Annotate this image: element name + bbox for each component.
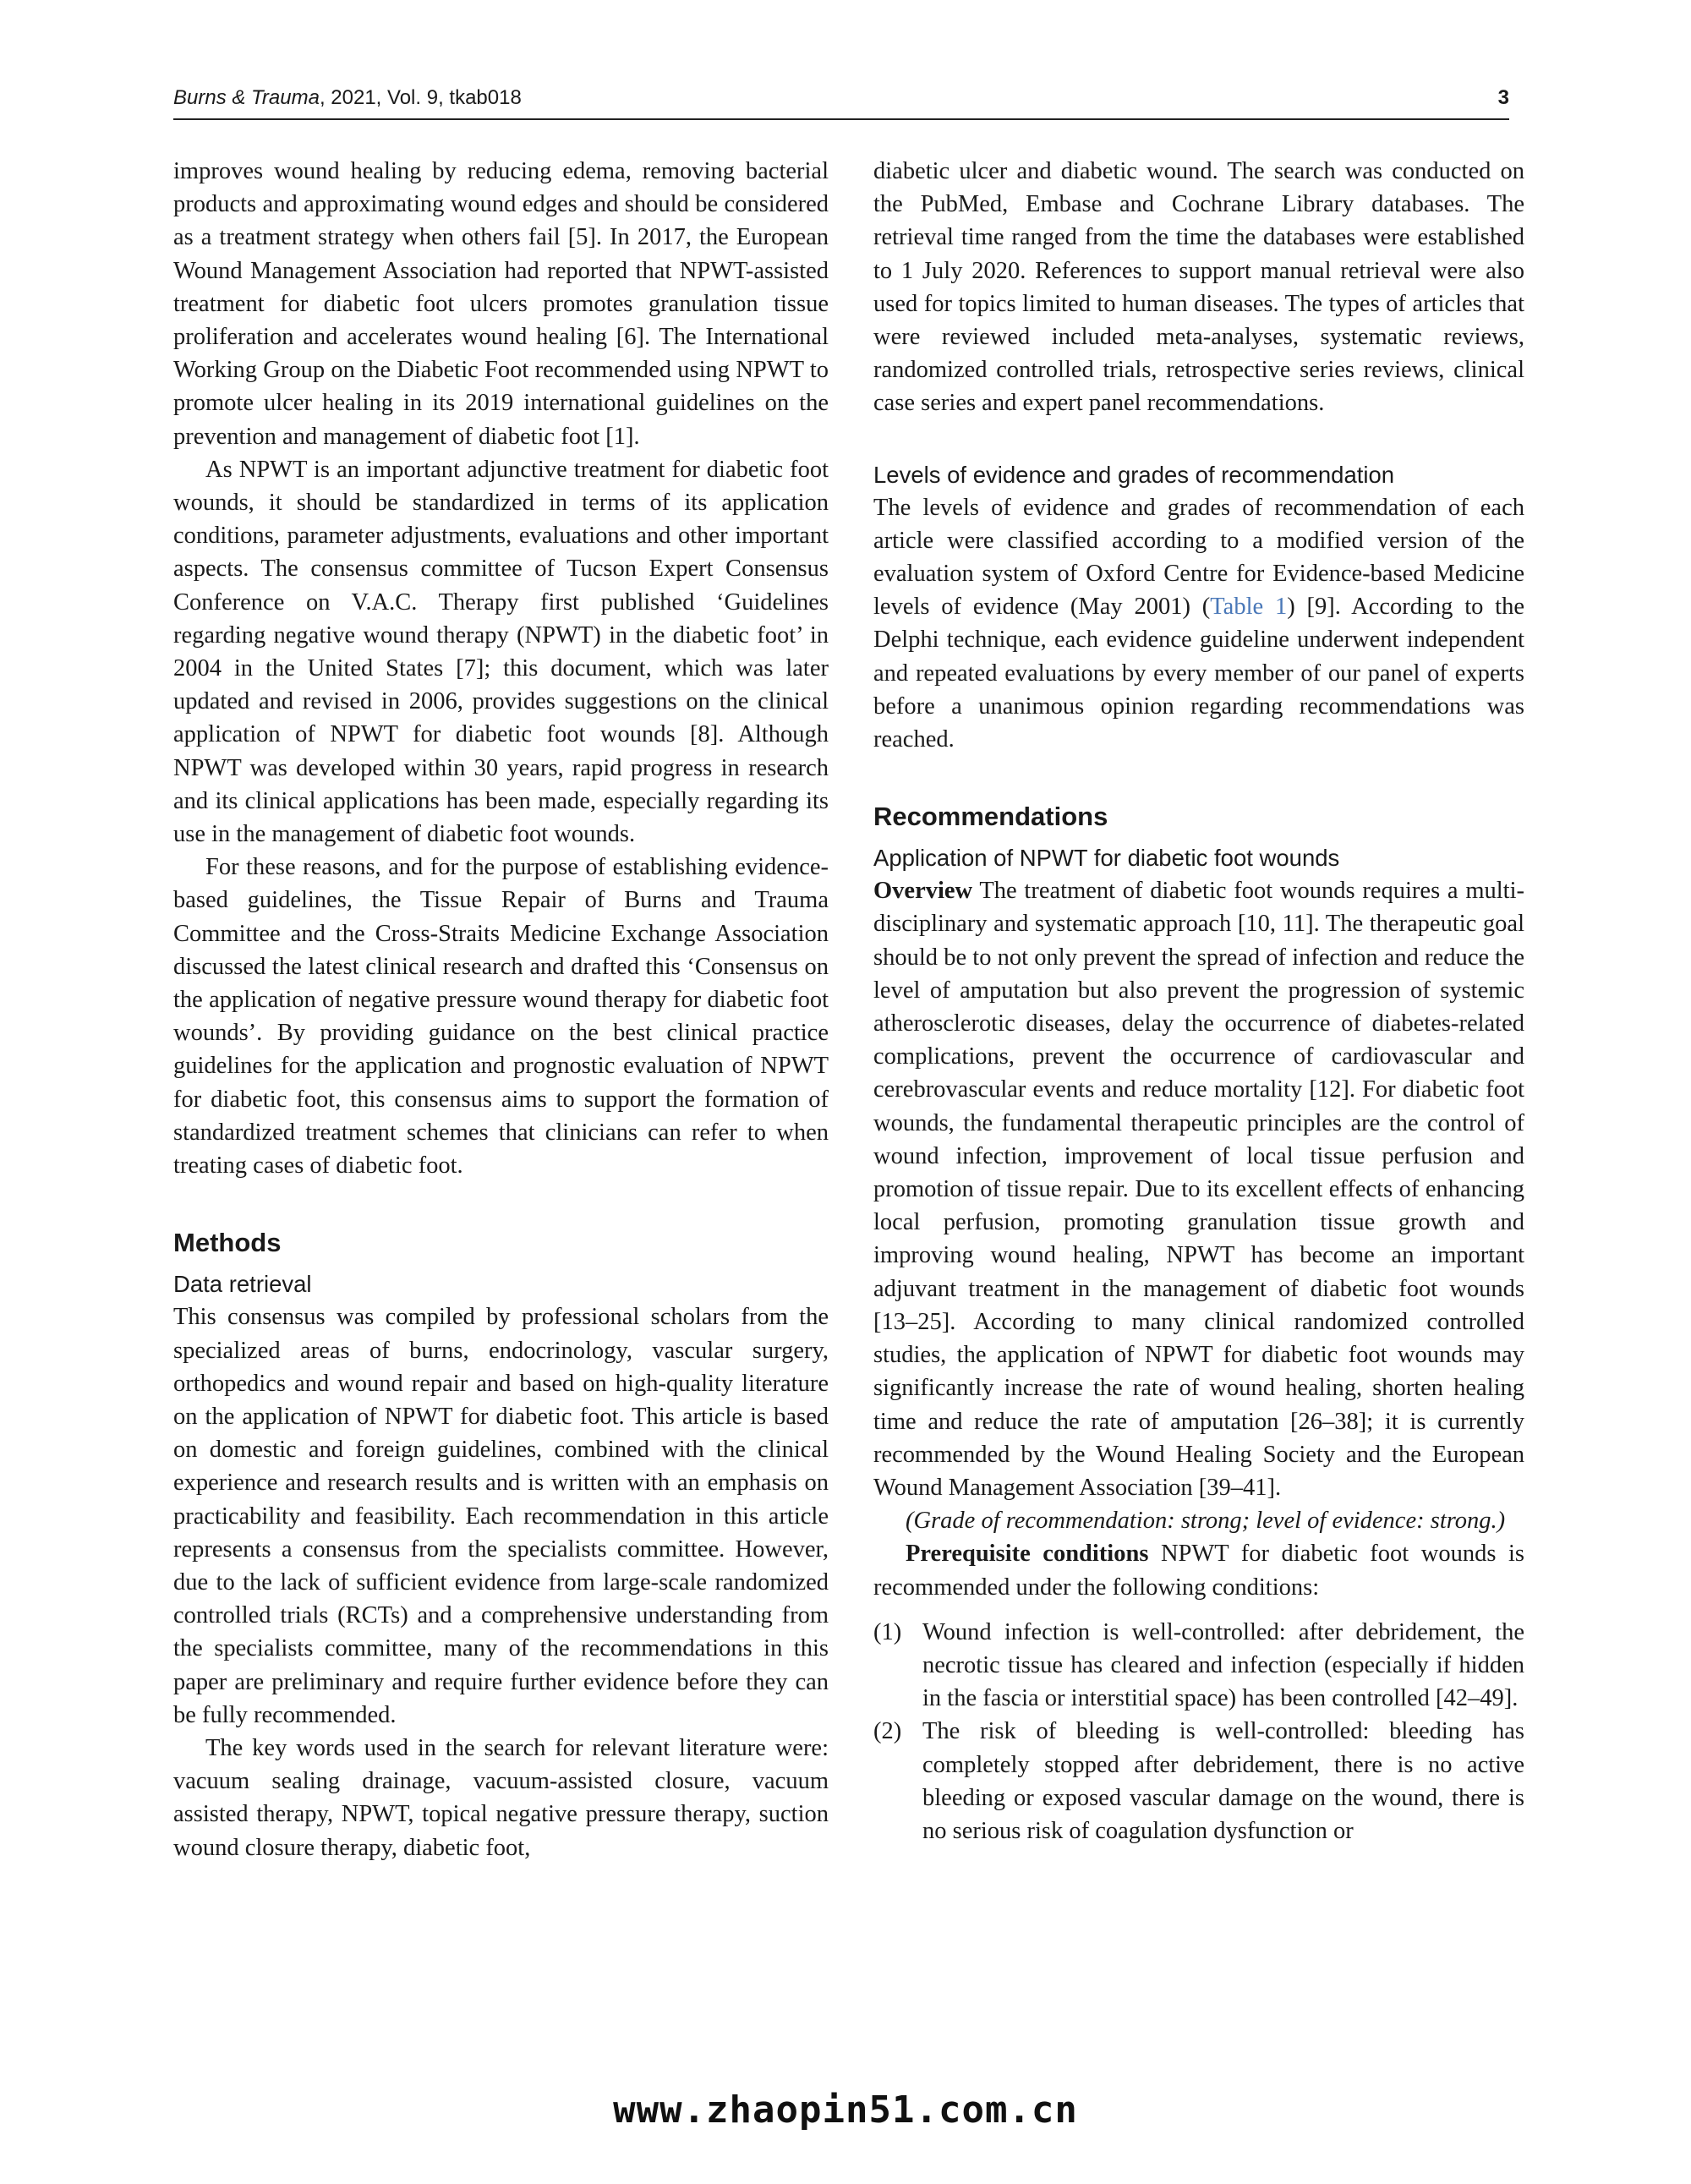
paragraph: improves wound healing by reducing edema, removing bacterial products and approximating wound edges and should be considered as a treatment strategy when others fail [5]. In 2017, the European Wound Management Association had reported that NPWT-assisted treatment for diabetic foot ulcers promotes granulation tissue proliferation and accelerates wound healing [6]. The International Working Group on the Diabetic Foot recommended using NPWT to promote ulcer healing in its 2019 international guidelines on the prevention and management of diabetic foot [1]. xyxy=(173,158,829,450)
list-item-text: Wound infection is well-controlled: after debridement, the necrotic tissue has cleared and infection (especially if hidden in the fascia or interstitial space) has been controlled [42–49]. xyxy=(922,1618,1524,1712)
paragraph: For these reasons, and for the purpose of establishing evidence-based guidelines, the Tissue Repair of Burns and Trauma Committee and the Cross-Straits Medicine Exchange Association discussed the latest clinical research and drafted this ‘Consensus on the application of negative pressure wound therapy for diabetic foot wounds’. By providing guidance on the best clinical practice guidelines for the application and prognostic evaluation of NPWT for diabetic foot, this consensus aims to support the formation of standardized treatment schemes that clinicians can refer to when treating cases of diabetic foot. xyxy=(173,854,829,1180)
text-run: NPWT for diabetic foot wounds is recommended under the following conditions: xyxy=(873,1541,1524,1601)
journal-info: , 2021, Vol. 9, tkab018 xyxy=(319,86,522,109)
paragraph xyxy=(873,491,1524,757)
subsection-heading-application: Application of NPWT for diabetic foot wounds xyxy=(873,845,1340,872)
overview-lead: Overview xyxy=(873,878,973,905)
list-number: (2) xyxy=(873,1718,902,1745)
text-run: The levels of evidence and grades of recommendation of each article were classified according to a modified version of the evaluation system of Oxford Centre for Evidence-based Medicine levels of evidence (May 2001) ( xyxy=(873,494,1524,621)
paragraph-overview xyxy=(873,874,1524,1504)
page-number: 3 xyxy=(1497,86,1509,109)
paragraph-prerequisites xyxy=(873,1537,1524,1603)
paragraph: As NPWT is an important adjunctive treatment for diabetic foot wounds, it should be standardized in terms of its application conditions, parameter adjustments, evaluations and other important aspects. The consensus committee of Tucson Expert Consensus Conference on V.A.C. Therapy first published ‘Guidelines regarding negative wound therapy (NPWT) in the diabetic foot’ in 2004 in the United States [7]; this document, which was later updated and revised in 2006, provides suggestions on the clinical application of NPWT for diabetic foot wounds [8]. Although NPWT was developed within 30 years, rapid progress in research and its clinical applications has been made, especially regarding its use in the management of diabetic foot wounds. xyxy=(173,456,829,848)
recommendation-grade: (Grade of recommendation: strong; level of evidence: strong.) xyxy=(906,1508,1506,1535)
section-heading-methods: Methods xyxy=(173,1228,282,1258)
subsection-heading-data-retrieval: Data retrieval xyxy=(173,1271,312,1298)
subsection-heading-levels-of-evidence: Levels of evidence and grades of recommendation xyxy=(873,461,1395,488)
list-item xyxy=(873,1616,1524,1716)
journal-name: Burns & Trauma xyxy=(173,86,320,109)
list-item xyxy=(873,1715,1524,1847)
conditions-list xyxy=(873,1616,1524,1847)
text-run: ) [9]. According to the Delphi technique, each evidence guideline underwent independent and repeated evaluations by every member of our panel of experts before a unanimous opinion regarding recommendations was reached. xyxy=(873,594,1524,753)
running-header xyxy=(173,85,1509,120)
right-column xyxy=(873,155,1524,1847)
paragraph: diabetic ulcer and diabetic wound. The search was conducted on the PubMed, Embase and Cochrane Library databases. The retrieval time ranged from the time the databases were established to 1 July 2020. References to support manual retrieval were also used for topics limited to human diseases. The types of articles that were reviewed included meta-analyses, systematic reviews, randomized controlled trials, retrospective series reviews, clinical case series and expert panel recommendations. xyxy=(873,158,1524,417)
journal-citation xyxy=(173,86,522,110)
list-number: (1) xyxy=(873,1618,902,1645)
text-run: The treatment of diabetic foot wounds requires a multi-disciplinary and systematic approach [10, 11]. The therapeutic goal should be to not only prevent the spread of infection and reduce the level of amputation but also prevent the progression of systemic atherosclerotic diseases, delay the occurrence of diabetes-related complications, prevent the occurrence of cardiovascular and cerebrovascular events and reduce mortality [12]. For diabetic foot wounds, the fundamental therapeutic principles are the control of wound infection, improvement of local tissue perfusion and promotion of tissue repair. Due to its excellent effects of enhancing local perfusion, promoting granulation tissue growth and improving wound healing, NPWT has become an important adjuvant treatment in the management of diabetic foot wounds [13–25]. According to many clinical randomized controlled studies, the application of NPWT for diabetic foot wounds may significantly increase the rate of wound healing, shorten healing time and reduce the rate of amputation [26–38]; it is currently recommended by the Wound Healing Society and the European Wound Management Association [39–41]. xyxy=(873,878,1524,1501)
paragraph: The key words used in the search for relevant literature were: vacuum sealing drainage, vacuum-assisted closure, vacuum assisted therapy, NPWT, topical negative pressure therapy, suction wound closure therapy, diabetic foot, xyxy=(173,1734,829,1861)
section-heading-recommendations: Recommendations xyxy=(873,802,1108,832)
list-item-text: The risk of bleeding is well-controlled: bleeding has completely stopped after debridement, there is no active bleeding or exposed vascular damage on the wound, there is no serious risk of coagulation dysfunction or xyxy=(922,1718,1524,1844)
prerequisite-lead: Prerequisite conditions xyxy=(906,1541,1149,1568)
table-1-link[interactable]: Table 1 xyxy=(1210,594,1288,621)
watermark-url: www.zhaopin51.com.cn xyxy=(613,2088,1078,2132)
left-column xyxy=(173,155,829,1864)
paragraph: This consensus was compiled by professional scholars from the specialized areas of burns, endocrinology, vascular surgery, orthopedics and wound repair and based on high-quality literature on the application of NPWT for diabetic foot. This article is based on domestic and foreign guidelines, combined with the clinical experience and research results and is written with an emphasis on practicability and feasibility. Each recommendation in this article represents a consensus from the specialists committee. However, due to the lack of sufficient evidence from large-scale randomized controlled trials (RCTs) and a comprehensive understanding from the specialists committee, many of the recommendations in this paper are preliminary and require further evidence before they can be fully recommended. xyxy=(173,1304,829,1728)
